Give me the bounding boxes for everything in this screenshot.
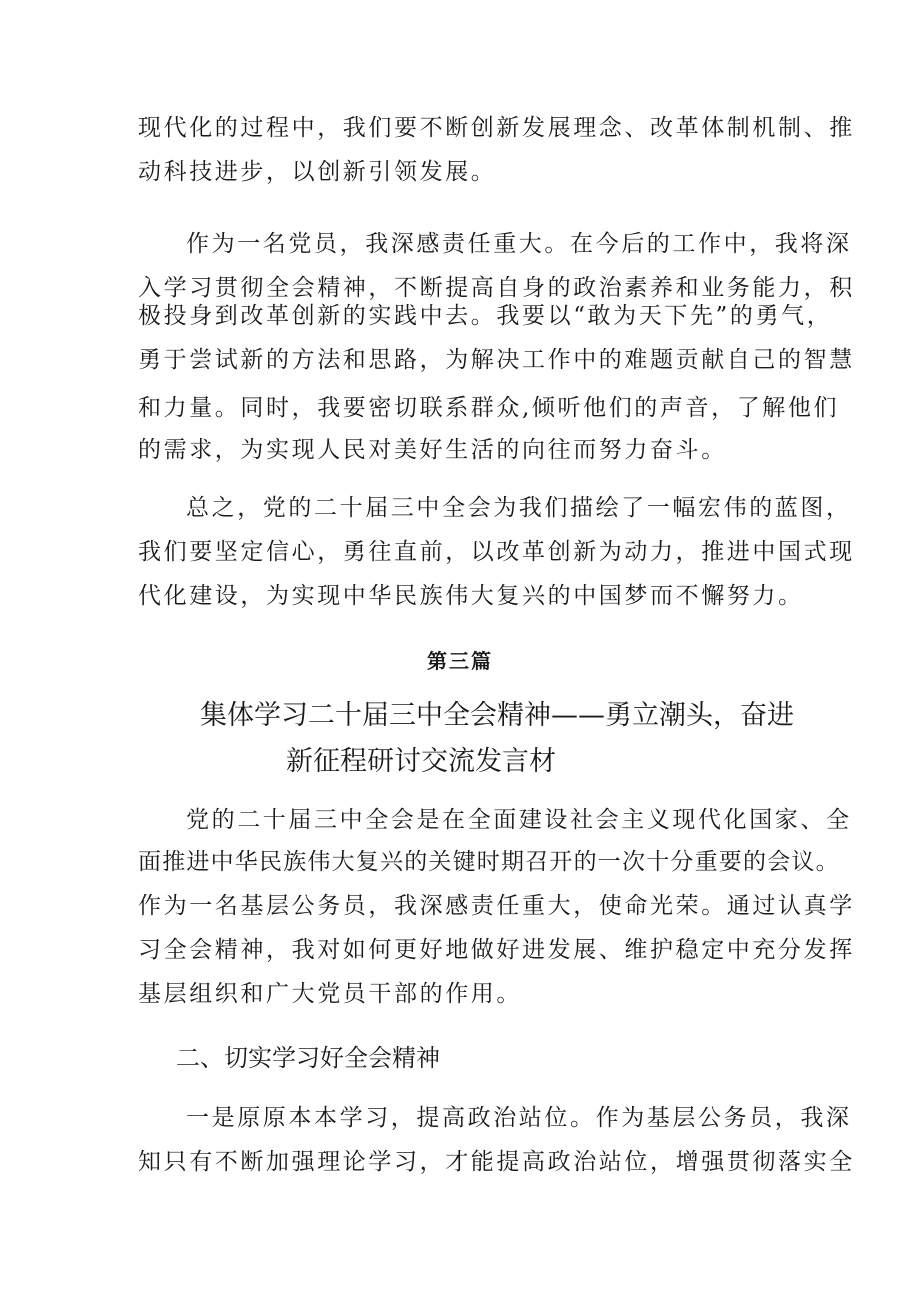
paragraph-line: 一是原原本本学习，提高政治站位。作为基层公务员，我深 [186,1105,852,1131]
subheading: 二、切实学习好全会精神 [176,1044,440,1072]
paragraph-line: 我们要坚定信心，勇往直前，以改革创新为动力，推进中国式现 [138,539,855,565]
article-title-line-2: 新征程研讨交流发言材 [286,746,556,777]
paragraph-line: 作为一名基层公务员，我深感责任重大，使命光荣。通过认真学 [138,893,855,919]
article-title-line-1: 集体学习二十届三中全会精神——勇立潮头，奋进 [200,700,794,731]
paragraph-line: 入学习贯彻全会精神，不断提高自身的政治素养和业务能力，积 [138,275,855,301]
paragraph-line: 动科技进步，以创新引领发展。 [138,159,497,185]
paragraph-line: 的需求，为实现人民对美好生活的向往而努力奋斗。 [138,437,727,463]
paragraph-line: 知只有不断加强理论学习，才能提高政治站位，增强贯彻落实全 [138,1149,855,1175]
paragraph-line: 和力量。同时，我要密切联系群众,倾听他们的声音，了解他们 [138,395,840,421]
paragraph-line: 代化建设，为实现中华民族伟大复兴的中国梦而不懈努力。 [138,583,804,609]
paragraph-line: 总之，党的二十届三中全会为我们描绘了一幅宏伟的蓝图， [186,495,852,521]
paragraph-line: 极投身到改革创新的实践中去。我要以“敢为天下先”的勇气， [138,303,833,329]
paragraph-line: 现代化的过程中，我们要不断创新发展理念、改革体制机制、推 [138,115,855,141]
paragraph-line: 习全会精神，我对如何更好地做好进发展、维护稳定中充分发挥 [138,937,855,963]
section-label: 第三篇 [427,649,493,673]
paragraph-line: 勇于尝试新的方法和思路，为解决工作中的难题贡献自己的智慧 [138,347,855,373]
paragraph-line: 党的二十届三中全会是在全面建设社会主义现代化国家、全 [186,807,852,833]
paragraph-line: 面推进中华民族伟大复兴的关键时期召开的一次十分重要的会议。 [138,849,840,875]
paragraph-line: 作为一名党员，我深感责任重大。在今后的工作中，我将深 [186,231,852,257]
paragraph-line: 基层组织和广大党员干部的作用。 [138,981,522,1007]
